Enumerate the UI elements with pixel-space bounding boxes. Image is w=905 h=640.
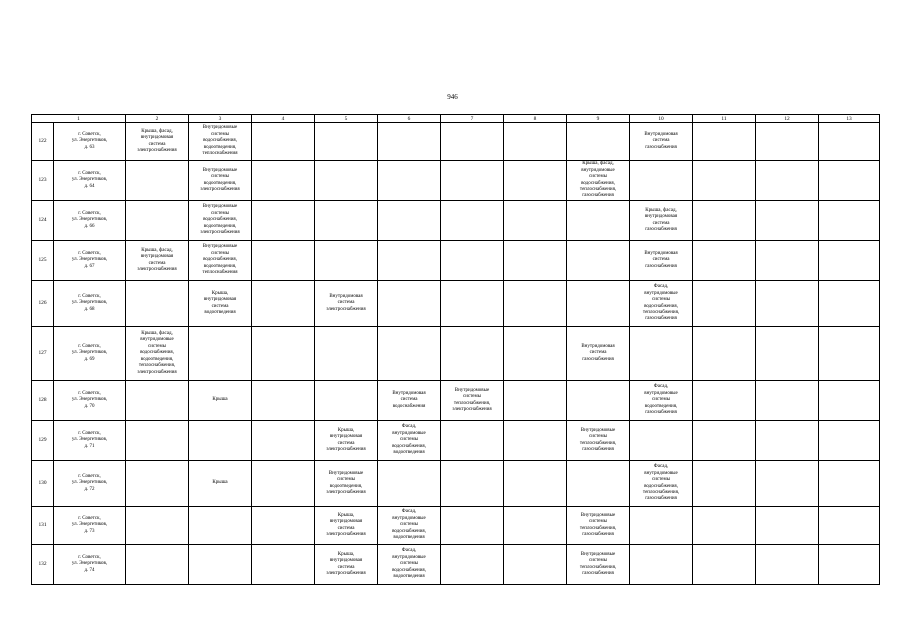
column-header: 4 xyxy=(252,115,315,123)
work-cell-col-7 xyxy=(441,123,504,161)
work-cell-col-2: Крыша, фасад, внутридомовая система электроснабжения xyxy=(126,241,189,281)
work-cell-col-4 xyxy=(252,201,315,241)
work-cell-col-4 xyxy=(252,507,315,545)
work-cell-col-11 xyxy=(693,421,756,461)
work-cell-col-3 xyxy=(189,327,252,381)
address-cell: г. Советск, ул. Энергетиков, д. 69 xyxy=(54,327,126,381)
work-cell-col-9: Внутридомовые системы теплоснабжения, газоснабжения xyxy=(567,421,630,461)
work-cell-col-12 xyxy=(756,381,819,421)
repair-schedule-table xyxy=(31,114,880,585)
column-header: 13 xyxy=(819,115,880,123)
work-cell-col-7: Внутридомовые системы теплоснабжения, электроснабжения xyxy=(441,381,504,421)
work-cell-col-3 xyxy=(189,421,252,461)
address-cell: г. Советск, ул. Энергетиков, д. 71 xyxy=(54,421,126,461)
work-cell-col-9 xyxy=(567,241,630,281)
work-cell-col-8 xyxy=(504,507,567,545)
work-cell-col-5 xyxy=(315,161,378,201)
work-cell-col-2 xyxy=(126,201,189,241)
work-cell-col-13 xyxy=(819,161,880,201)
work-cell-col-12 xyxy=(756,123,819,161)
work-cell-col-11 xyxy=(693,281,756,327)
address-cell: г. Советск, ул. Энергетиков, д. 70 xyxy=(54,381,126,421)
work-cell-col-2 xyxy=(126,461,189,507)
work-cell-col-10: Фасад, внутридомовые системы водоснабжения, теплоснабжения, газоснабжения xyxy=(630,461,693,507)
row-number-cell: 126 xyxy=(32,281,54,327)
table-row xyxy=(32,327,880,381)
work-cell-col-9 xyxy=(567,381,630,421)
row-number-cell: 128 xyxy=(32,381,54,421)
row-number-cell: 125 xyxy=(32,241,54,281)
work-cell-col-11 xyxy=(693,545,756,585)
work-cell-col-3: Внутридомовые системы водоотведения, электроснабжения xyxy=(189,161,252,201)
work-cell-col-7 xyxy=(441,421,504,461)
work-cell-col-13 xyxy=(819,327,880,381)
work-cell-col-13 xyxy=(819,545,880,585)
work-cell-col-4 xyxy=(252,381,315,421)
work-cell-col-4 xyxy=(252,327,315,381)
work-cell-col-5: Крыша, внутридомовая система электроснабжения xyxy=(315,421,378,461)
work-cell-col-6 xyxy=(378,327,441,381)
work-cell-col-8 xyxy=(504,381,567,421)
work-cell-col-8 xyxy=(504,421,567,461)
work-cell-col-8 xyxy=(504,161,567,201)
table-row xyxy=(32,123,880,161)
work-cell-col-12 xyxy=(756,201,819,241)
column-header: 8 xyxy=(504,115,567,123)
work-cell-col-7 xyxy=(441,241,504,281)
work-cell-col-6 xyxy=(378,241,441,281)
row-number-cell: 122 xyxy=(32,123,54,161)
work-cell-col-10: Внутридомовая система газоснабжения xyxy=(630,123,693,161)
work-cell-col-11 xyxy=(693,461,756,507)
table-row xyxy=(32,161,880,201)
table-row xyxy=(32,381,880,421)
work-cell-col-13 xyxy=(819,201,880,241)
work-cell-col-2 xyxy=(126,545,189,585)
work-cell-col-12 xyxy=(756,241,819,281)
address-cell: г. Советск, ул. Энергетиков, д. 72 xyxy=(54,461,126,507)
work-cell-col-8 xyxy=(504,327,567,381)
work-cell-col-12 xyxy=(756,507,819,545)
work-cell-col-3 xyxy=(189,507,252,545)
work-cell-col-2 xyxy=(126,421,189,461)
work-cell-col-7 xyxy=(441,327,504,381)
work-cell-col-13 xyxy=(819,381,880,421)
work-cell-col-4 xyxy=(252,461,315,507)
address-cell: г. Советск, ул. Энергетиков, д. 64 xyxy=(54,161,126,201)
work-cell-col-11 xyxy=(693,123,756,161)
row-number-cell: 124 xyxy=(32,201,54,241)
work-cell-col-10 xyxy=(630,421,693,461)
work-cell-col-2 xyxy=(126,507,189,545)
work-cell-col-7 xyxy=(441,461,504,507)
work-cell-col-12 xyxy=(756,281,819,327)
work-cell-col-3: Внутридомовые системы водоснабжения, водоотведения, теплоснабжения xyxy=(189,241,252,281)
work-cell-col-11 xyxy=(693,381,756,421)
table-row xyxy=(32,421,880,461)
work-cell-col-5 xyxy=(315,327,378,381)
work-cell-col-9: Внутридомовые системы теплоснабжения, газоснабжения xyxy=(567,507,630,545)
work-cell-col-13 xyxy=(819,241,880,281)
work-cell-col-4 xyxy=(252,241,315,281)
table-row xyxy=(32,281,880,327)
table-row xyxy=(32,507,880,545)
address-cell: г. Советск, ул. Энергетиков, д. 73 xyxy=(54,507,126,545)
table-row xyxy=(32,545,880,585)
row-number-cell: 129 xyxy=(32,421,54,461)
work-cell-col-5: Крыша, внутридомовая система электроснабжения xyxy=(315,507,378,545)
work-cell-col-11 xyxy=(693,327,756,381)
work-cell-col-7 xyxy=(441,545,504,585)
work-cell-col-10: Крыша, фасад, внутридомовая система газоснабжения xyxy=(630,201,693,241)
work-cell-col-3: Крыша xyxy=(189,381,252,421)
work-cell-col-10: Фасад, внутридомовые системы водоснабжения, теплоснабжения, газоснабжения xyxy=(630,281,693,327)
column-header: 3 xyxy=(189,115,252,123)
work-cell-col-7 xyxy=(441,281,504,327)
work-cell-col-13 xyxy=(819,421,880,461)
work-cell-col-10 xyxy=(630,545,693,585)
row-number-cell: 132 xyxy=(32,545,54,585)
work-cell-col-3: Внутридомовые системы водоснабжения, водоотведения, электроснабжения xyxy=(189,201,252,241)
work-cell-col-5 xyxy=(315,381,378,421)
work-cell-col-12 xyxy=(756,161,819,201)
work-cell-col-10 xyxy=(630,327,693,381)
table-body xyxy=(32,123,880,585)
table-row xyxy=(32,241,880,281)
column-header: 9 xyxy=(567,115,630,123)
column-header: 11 xyxy=(693,115,756,123)
work-cell-col-8 xyxy=(504,123,567,161)
row-number-cell: 131 xyxy=(32,507,54,545)
header-row xyxy=(32,115,880,123)
work-cell-col-4 xyxy=(252,123,315,161)
work-cell-col-6 xyxy=(378,161,441,201)
work-cell-col-12 xyxy=(756,461,819,507)
work-cell-col-6: Фасад, внутридомовые системы водоснабжения, водоотведения xyxy=(378,421,441,461)
address-cell: г. Советск, ул. Энергетиков, д. 63 xyxy=(54,123,126,161)
work-cell-col-11 xyxy=(693,507,756,545)
work-cell-col-2 xyxy=(126,381,189,421)
work-cell-col-5 xyxy=(315,123,378,161)
column-header: 10 xyxy=(630,115,693,123)
work-cell-col-8 xyxy=(504,545,567,585)
work-cell-col-9: Внутридомовые системы теплоснабжения, газоснабжения xyxy=(567,545,630,585)
work-cell-col-4 xyxy=(252,545,315,585)
work-cell-col-6 xyxy=(378,123,441,161)
work-cell-col-5: Внутридомовые системы водоотведения, электроснабжения xyxy=(315,461,378,507)
work-cell-col-10: Фасад, внутридомовые системы водоотведения, газоснабжения xyxy=(630,381,693,421)
work-cell-col-10 xyxy=(630,507,693,545)
address-cell: г. Советск, ул. Энергетиков, д. 68 xyxy=(54,281,126,327)
work-cell-col-9 xyxy=(567,123,630,161)
row-number-cell: 123 xyxy=(32,161,54,201)
work-cell-col-6 xyxy=(378,201,441,241)
work-cell-col-8 xyxy=(504,461,567,507)
work-cell-col-11 xyxy=(693,241,756,281)
address-cell: г. Советск, ул. Энергетиков, д. 67 xyxy=(54,241,126,281)
column-header: 6 xyxy=(378,115,441,123)
work-cell-col-10 xyxy=(630,161,693,201)
work-cell-col-5: Внутридомовая система электроснабжения xyxy=(315,281,378,327)
work-cell-col-8 xyxy=(504,201,567,241)
column-header: 5 xyxy=(315,115,378,123)
work-cell-col-8 xyxy=(504,281,567,327)
column-header: 7 xyxy=(441,115,504,123)
work-cell-col-7 xyxy=(441,161,504,201)
work-cell-col-9 xyxy=(567,281,630,327)
work-cell-col-3: Крыша, внутридомовая система водоотведения xyxy=(189,281,252,327)
work-cell-col-6: Фасад, внутридомовые системы водоснабжения, водоотведения xyxy=(378,507,441,545)
table-row xyxy=(32,461,880,507)
work-cell-col-9 xyxy=(567,461,630,507)
work-cell-col-6 xyxy=(378,461,441,507)
work-cell-col-12 xyxy=(756,421,819,461)
page-number: 946 xyxy=(447,93,458,101)
row-number-cell: 127 xyxy=(32,327,54,381)
work-cell-col-2 xyxy=(126,281,189,327)
work-cell-col-3: Крыша xyxy=(189,461,252,507)
work-cell-col-5: Крыша, внутридомовая система электроснабжения xyxy=(315,545,378,585)
work-cell-col-13 xyxy=(819,123,880,161)
work-cell-col-6: Внутридомовая система водоснабжения xyxy=(378,381,441,421)
work-cell-col-2: Крыша, фасад, внутридомовые системы водоснабжения, водоотведения, теплоснабжения, электроснабжения xyxy=(126,327,189,381)
work-cell-col-13 xyxy=(819,461,880,507)
work-cell-col-5 xyxy=(315,241,378,281)
address-cell: г. Советск, ул. Энергетиков, д. 66 xyxy=(54,201,126,241)
work-cell-col-8 xyxy=(504,241,567,281)
work-cell-col-9 xyxy=(567,201,630,241)
work-cell-col-6: Фасад, внутридомовые системы водоснабжения, водоотведения xyxy=(378,545,441,585)
work-cell-col-9: Внутридомовая система газоснабжения xyxy=(567,327,630,381)
work-cell-col-10: Внутридомовая система газоснабжения xyxy=(630,241,693,281)
work-cell-col-3: Внутридомовые системы водоснабжения, водоотведения, теплоснабжения xyxy=(189,123,252,161)
work-cell-col-11 xyxy=(693,161,756,201)
column-header: 1 xyxy=(32,115,126,123)
column-header: 12 xyxy=(756,115,819,123)
work-cell-col-12 xyxy=(756,327,819,381)
work-cell-col-2: Крыша, фасад, внутридомовая система электроснабжения xyxy=(126,123,189,161)
row-number-cell: 130 xyxy=(32,461,54,507)
work-cell-col-3 xyxy=(189,545,252,585)
work-cell-col-2 xyxy=(126,161,189,201)
work-cell-col-11 xyxy=(693,201,756,241)
work-cell-col-4 xyxy=(252,421,315,461)
column-header: 2 xyxy=(126,115,189,123)
work-cell-col-4 xyxy=(252,161,315,201)
work-cell-col-7 xyxy=(441,201,504,241)
work-cell-col-9: Крыша, фасад, внутридомовые системы водоснабжения, теплоснабжения, газоснабжения xyxy=(567,161,630,201)
work-cell-col-5 xyxy=(315,201,378,241)
work-cell-col-7 xyxy=(441,507,504,545)
address-cell: г. Советск, ул. Энергетиков, д. 74 xyxy=(54,545,126,585)
table-row xyxy=(32,201,880,241)
work-cell-col-4 xyxy=(252,281,315,327)
work-cell-col-13 xyxy=(819,281,880,327)
work-cell-col-6 xyxy=(378,281,441,327)
work-cell-col-13 xyxy=(819,507,880,545)
work-cell-col-12 xyxy=(756,545,819,585)
